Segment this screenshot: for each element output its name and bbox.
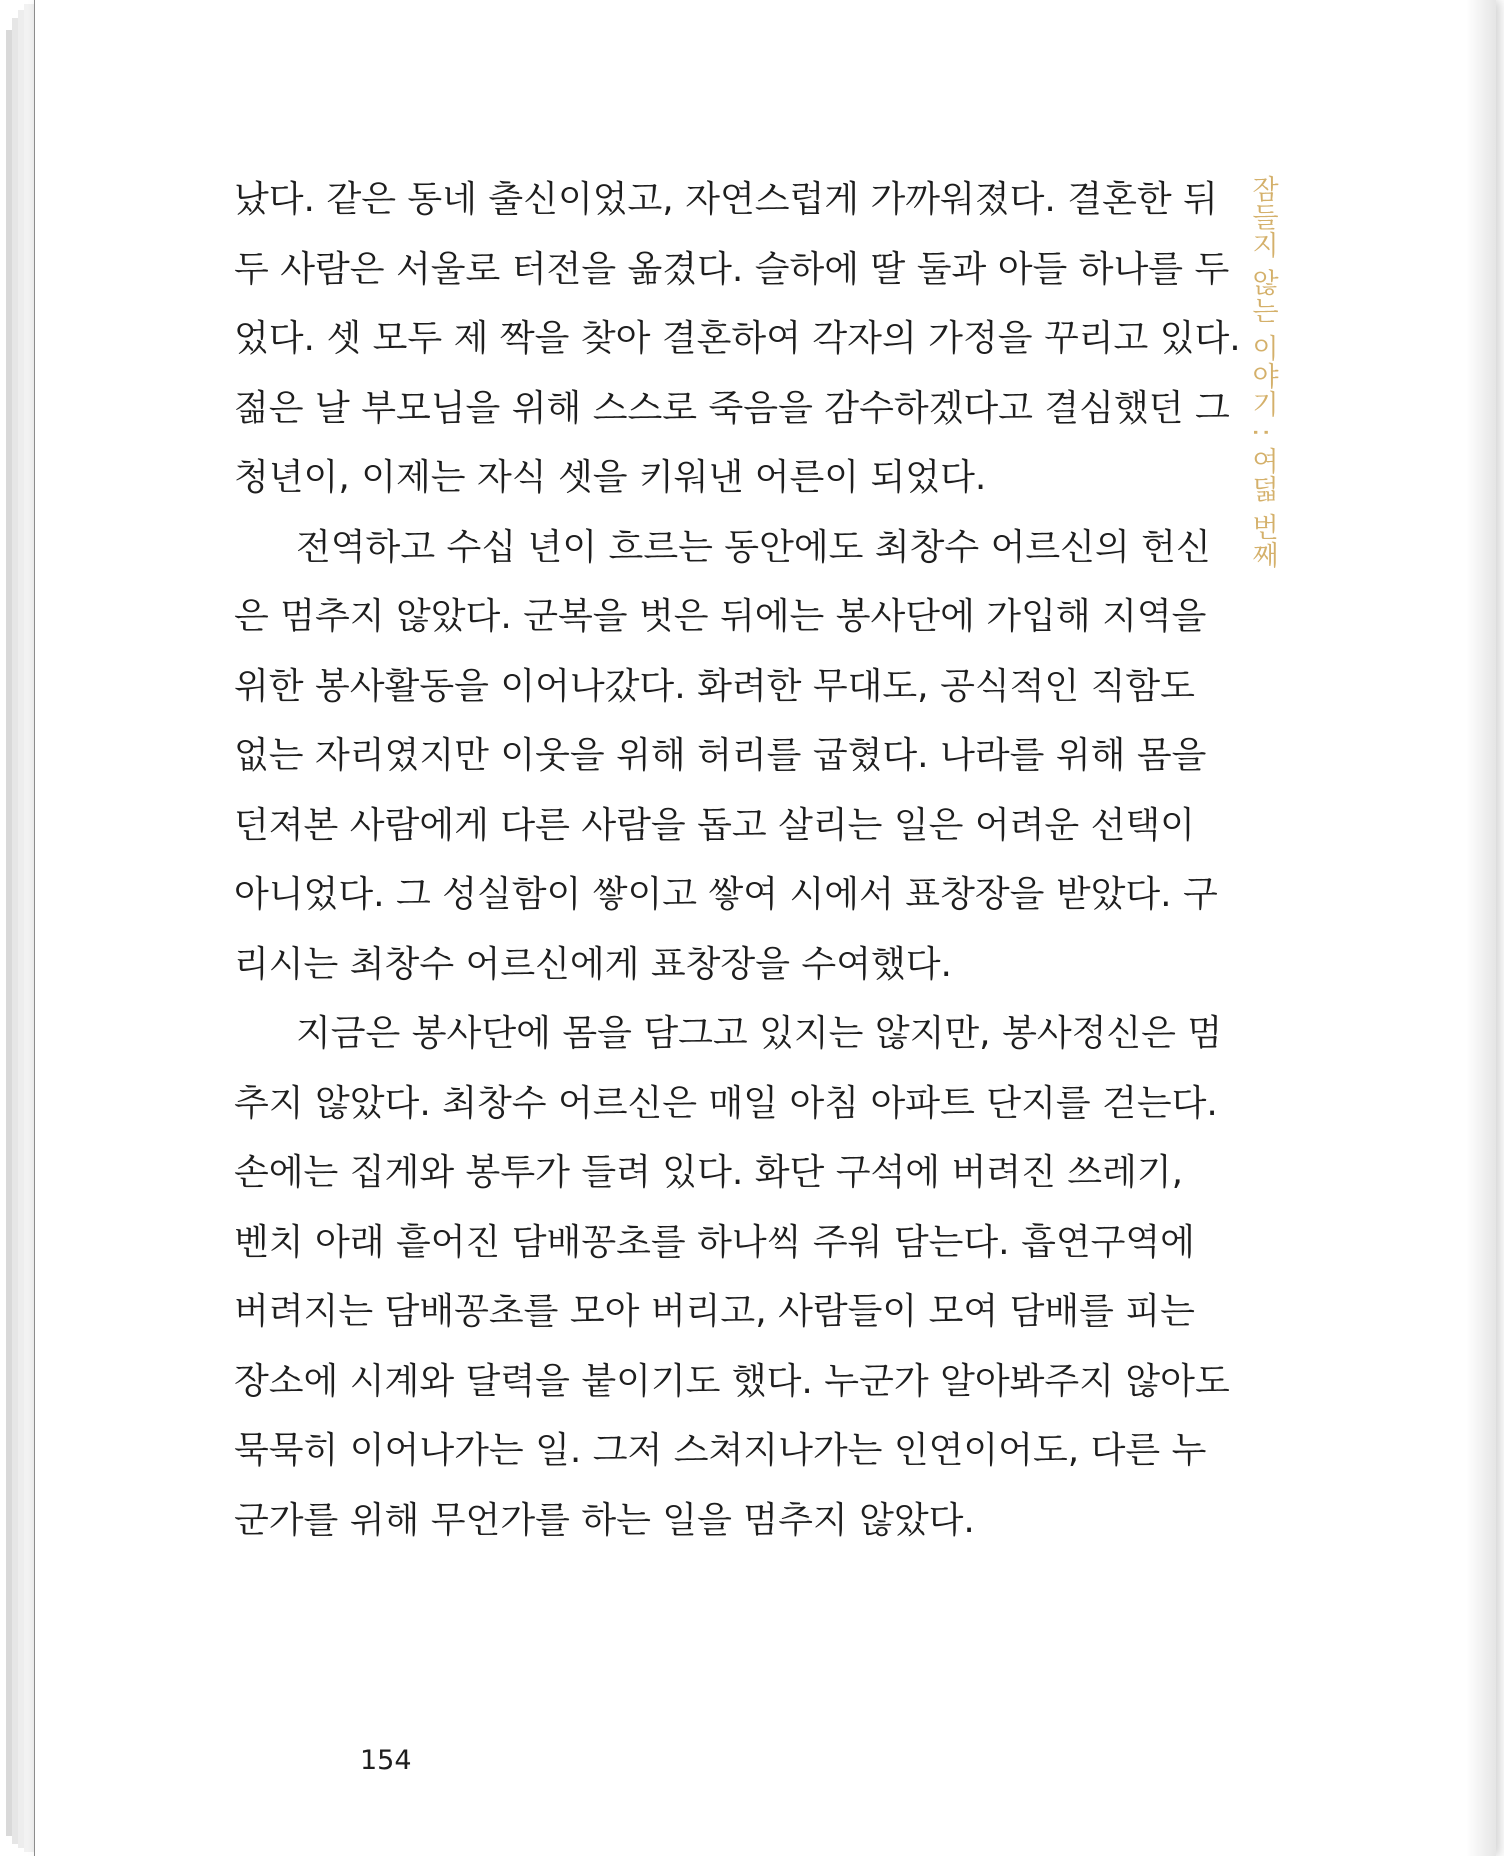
body-text	[234, 165, 1241, 1555]
text-line: 전역하고 수십 년이 흐르는 동안에도 최창수 어르신의 헌신	[296, 526, 1211, 568]
running-head: 잠들지 않는 이야기 : 여덟 번째	[1247, 175, 1278, 570]
text-line: 버려지는 담배꽁초를 모아 버리고, 사람들이 모여 담배를 피는	[234, 1291, 1195, 1332]
text-line: 아니었다. 그 성실함이 쌓이고 쌓여 시에서 표창장을 받았다. 구	[234, 874, 1218, 915]
text-line: 군가를 위해 무언가를 하는 일을 멈추지 않았다.	[234, 1499, 975, 1541]
text-line: 젊은 날 부모님을 위해 스스로 죽음을 감수하겠다고 결심했던 그	[234, 387, 1230, 429]
text-line: 없는 자리였지만 이웃을 위해 허리를 굽혔다. 나라를 위해 몸을	[234, 735, 1207, 776]
text-line: 위한 봉사활동을 이어나갔다. 화려한 무대도, 공식적인 직함도	[234, 665, 1195, 707]
text-line: 리시는 최창수 어르신에게 표창장을 수여했다.	[234, 943, 952, 985]
text-line: 었다. 셋 모두 제 짝을 찾아 결혼하여 각자의 가정을 꾸리고 있다.	[234, 318, 1241, 359]
text-line: 벤치 아래 흩어진 담배꽁초를 하나씩 주워 담는다. 흡연구역에	[234, 1221, 1195, 1263]
text-line: 손에는 집게와 봉투가 들려 있다. 화단 구석에 버려진 쓰레기,	[234, 1152, 1184, 1193]
text-line: 지금은 봉사단에 몸을 담그고 있지는 않지만, 봉사정신은 멈	[296, 1013, 1223, 1054]
text-line: 묵묵히 이어나가는 일. 그저 스쳐지나가는 인연이어도, 다른 누	[234, 1430, 1207, 1471]
text-line: 두 사람은 서울로 터전을 옮겼다. 슬하에 딸 둘과 아들 하나를 두	[234, 248, 1230, 290]
text-line: 던져본 사람에게 다른 사람을 돕고 살리는 일은 어려운 선택이	[234, 804, 1195, 846]
page-number: 154	[360, 1745, 412, 1776]
text-line: 장소에 시계와 달력을 붙이기도 했다. 누군가 알아봐주지 않아도	[234, 1360, 1230, 1402]
text-line: 은 멈추지 않았다. 군복을 벗은 뒤에는 봉사단에 가입해 지역을	[234, 596, 1207, 637]
text-line: 청년이, 이제는 자식 셋을 키워낸 어른이 되었다.	[234, 457, 987, 498]
text-line: 났다. 같은 동네 출신이었고, 자연스럽게 가까워졌다. 결혼한 뒤	[234, 179, 1218, 220]
text-line: 추지 않았다. 최창수 어르신은 매일 아침 아파트 단지를 걷는다.	[234, 1082, 1218, 1124]
